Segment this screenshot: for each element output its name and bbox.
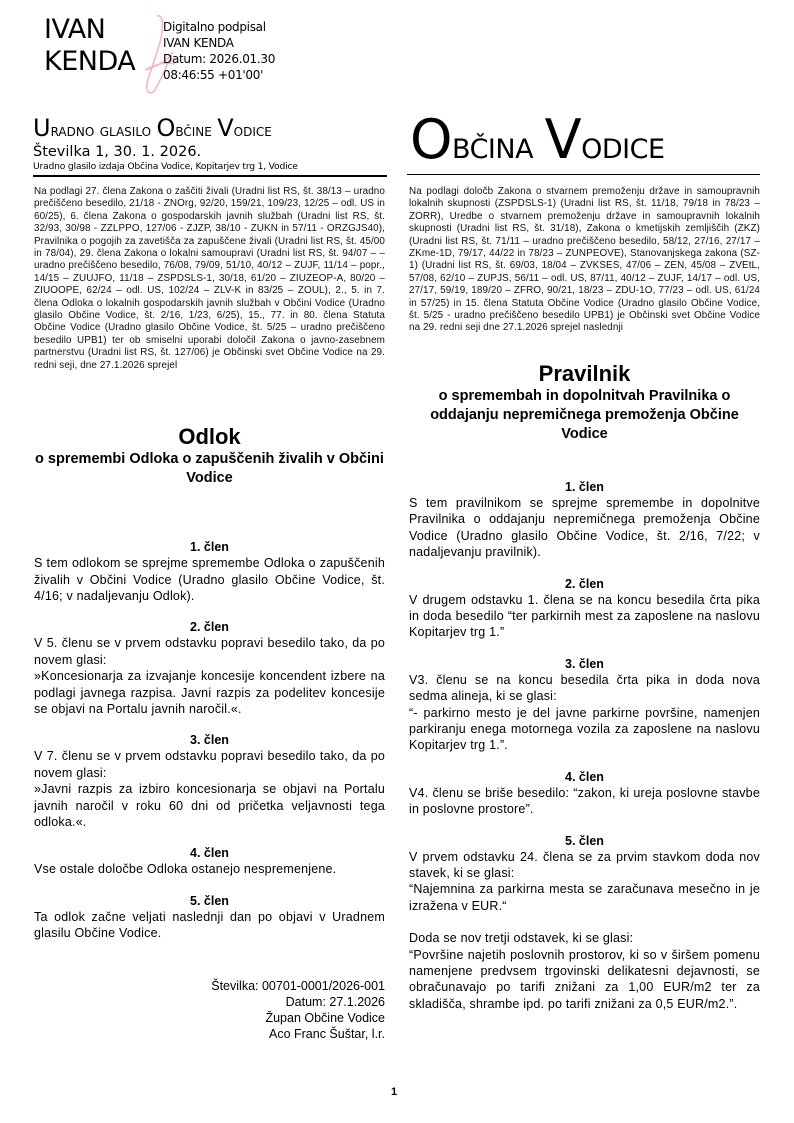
article-title: 3. člen [565, 656, 604, 671]
masthead-left [33, 115, 388, 173]
article-text: “- parkirno mesto je del javne parkirne površine, namenjen parkiranju enega motornega vozila za zaposlene na naslovu Kopitarjev trg 1.”. [409, 705, 760, 753]
gazette-title-part: odice [233, 121, 272, 141]
article [409, 480, 760, 561]
article-text: V4. členu se briše besedilo: “zakon, ki ureja poslovne stavbe in poslovne prostore”. [409, 785, 760, 817]
preamble: Na podlagi 27. člena Zakona o zaščiti živali (Uradni list RS, št. 38/13 – uradno prečiščeno besedilo, 21/18 - ZNOrg, 92/20, 159/21, 109/23, 12/25 – odl. US in 60/25), 6. člena Zakona o gospodarskih javnih službah (Uradni list RS, št. 32/93, 30/98 - ZZLPPO, 127/06 - ZJZP, 38/10 - ZUKN in 57/11 - ORZGJS40), Pravilnika o pogojih za zavetišča za zapuščene živali (Uradni list RS, št. 45/00 in 78/04), 29. člena Zakona o lokalni samoupravi (Uradni list RS, št. 94/07 – – uradno prečiščeno besedilo, 76/08, 79/09, 51/10, 40/12 – ZUJF, 11/14 – popr., 14/15 – ZUUJFO, 11/18 – ZSPDSLS-1, 30/18, 61/20 – ZIUZEOP-A, 80/20 – ZIUOOPE, 62/24 – odl. US, 102/24 – ZLV-K in 83/25 – ZOUL), 2., 5. in 7. člena Odloka o lokalnih gospodarskih javnih službah v Občini Vodice (Uradno glasilo Občine Vodice, št. 2/16, 1/23, 6/25), 15., 77. in 80. člena Statuta Občine Vodice (Uradno glasilo Občine Vodice, št. 5/25 – uradno prečiščeno besedilo UPB1) ter ob smiselni uporabi določil Zakona o javno-zasebnem partnerstvu (Uradni list RS, št. 127/06) je Občinski svet Občine Vodice na 29. redni seji, dne 27.1.2026 sprejel [34, 186, 385, 371]
article-title: 4. člen [190, 846, 229, 861]
article [409, 770, 760, 818]
article-text: »Javni razpis za izbiro koncesionarja se objavi na Portalu javnih naročil v roku 60 dni od pričetka veljavnosti tega odloka.«. [34, 782, 385, 829]
page-number: 1 [391, 1086, 398, 1098]
article-title: 2. člen [565, 576, 604, 591]
brand-part: odice [581, 123, 665, 167]
article-text: “Površine najetih poslovnih prostorov, ki so v širšem pomenu namenjene predvsem trgovinski delikatesni dejavnosti, se obračunavajo po tarifi znižani za 1,00 EUR/m2 ter za skladišča, shrambe ipd. po tarifi znižani za 0,5 EUR/m2.”. [409, 947, 760, 1011]
article-text: V3. členu se na koncu besedila črta pika in doda nova sedma alineja, ki se glasi: [409, 672, 760, 704]
article-text: V 7. členu se v prvem odstavku popravi besedilo tako, da po novem glasi: [34, 749, 385, 780]
article-title: 5. člen [565, 833, 604, 848]
article [34, 846, 385, 877]
gazette-title-part: bčine [175, 121, 218, 141]
article-text: V 5. členu se v prvem odstavku popravi besedilo tako, da po novem glasi: [34, 636, 385, 667]
article [34, 620, 385, 717]
gazette-title [33, 115, 388, 144]
document-subtitle: o spremembah in dopolnitvah Pravilnika o oddajanju nepremičnega premoženja Občine Vodice [430, 387, 739, 442]
signer-last-name: KENDA [44, 46, 136, 77]
left-column [34, 186, 385, 1042]
article [409, 657, 760, 754]
signature-info [163, 19, 275, 83]
article [34, 733, 385, 830]
article-title: 5. člen [190, 893, 229, 908]
article-text: Doda se nov tretji odstavek, ki se glasi: [409, 931, 634, 946]
article-title: 3. člen [190, 733, 229, 748]
document-heading [34, 424, 385, 488]
municipality-brand [410, 108, 665, 177]
signature-info-line: 08:46:55 +01'00' [163, 68, 264, 82]
article-title: 2. člen [190, 620, 229, 635]
signature-info-line: IVAN KENDA [163, 36, 234, 50]
masthead-divider [33, 175, 387, 177]
article-text: V prvem odstavku 24. člena se za prvim stavkom doda nov stavek, ki se glasi: [409, 849, 760, 880]
gazette-title-part: radno glasilo [50, 121, 157, 141]
issue-number: Številka 1, 30. 1. 2026. [33, 144, 202, 160]
signatory-name: Aco Franc Šuštar, l.r. [268, 1026, 385, 1041]
article [34, 894, 385, 942]
brand-part: bčina [452, 123, 545, 167]
document-title: Odlok [178, 424, 241, 450]
signature-info-line: Digitalno podpisal [163, 20, 266, 34]
article-text: S tem odlokom se sprejme spremembe Odloka o zapuščenih živalih v Občini Vodice (Uradno glasilo Občine Vodice, št. 4/16; v nadaljevanju Odlok). [34, 556, 385, 603]
article [409, 577, 760, 641]
signer-first-name: IVAN [44, 14, 106, 45]
article-text: Ta odlok začne veljati naslednji dan po objavi v Uradnem glasilu Občine Vodice. [34, 909, 385, 941]
article-text: “Najemnina za parkirna mesta se zaračunava mesečno in je izražena v EUR.“ [409, 882, 760, 913]
document-title: Pravilnik [538, 360, 631, 386]
document-heading [409, 361, 760, 444]
article-text: V drugem odstavku 1. člena se na koncu besedila črta pika in doda besedilo “ter parkirnih mest za zaposlene na naslovu Kopitarjev trg 1.” [409, 592, 760, 640]
article-title: 4. člen [565, 769, 604, 784]
article-text: S tem pravilnikom se sprejme spremembe in dopolnitve Pravilnika o oddajanju nepremičnega premoženja Občine Vodice (Uradno glasilo Občine Vodice, št. 2/16, 7/22; v nadaljevanju pravilnik). [409, 495, 760, 560]
signatory-title: Župan Občine Vodice [265, 1010, 385, 1025]
gazette-title-initial: V [217, 114, 234, 142]
article-spacer [409, 914, 760, 930]
publisher-line: Uradno glasilo izdaja Občina Vodice, Kopitarjev trg 1, Vodice [33, 161, 298, 172]
brand-initial: O [410, 108, 453, 171]
document-subtitle: o spremembi Odloka o zapuščenih živalih v Občini Vodice [35, 451, 384, 487]
gazette-title-initial: U [33, 114, 51, 142]
article [409, 834, 760, 1013]
signoff-block [34, 978, 385, 1042]
preamble: Na podlagi določb Zakona o stvarnem premoženju države in samoupravnih lokalnih skupnosti (ZSPDSLS-1) (Uradni list RS, št. 11/18, 79/18 in 78/23 – ZORR), Uredbe o stvarnem premoženju države in samoupravnih lokalnih skupnosti (Uradni list RS, št. 31/18), Zakona o kmetijskih zemljiščih (ZKZ) (Uradni list RS, št. 71/11 – uradno prečiščeno besedilo, 58/12, 27/16, 27/17 – ZKme-1D, 79/17, 44/22 in 78/23 – ZUNPEOVE), Stanovanjskega zakona (SZ-1) (Uradni list RS, št. 69/03, 18/04 – ZVKSES, 47/06 – ZEN, 45/08 – ZVEtL, 57/08, 62/10 – ZUPJS, 56/11 – odl. US, 87/11, 40/12 – ZUJF, 14/17 – odl. US, 27/17, 59/19, 189/20 – ZFRO, 90/21, 18/23 – ZDU-1O, 77/23 – odl. US, 61/24 in 57/25) in 15. člena Statuta Občine Vodice (Uradno glasilo Občine Vodice, št. 5/25 - uradno prečiščeno besedilo UPB1) je Občinski svet Občine Vodice na 29. redni seji dne 27.1.2026 sprejel naslednji [409, 186, 760, 334]
document-number: Številka: 00701-0001/2026-001 [211, 978, 385, 993]
article-title: 1. člen [565, 479, 604, 494]
signer-name [44, 14, 135, 78]
signature-info-line: Datum: 2026.01.30 [163, 52, 276, 66]
right-column [409, 186, 760, 1012]
article-text: Vse ostale določbe Odloka ostanejo nespremenjene. [34, 862, 337, 877]
masthead-divider [407, 174, 760, 175]
article [34, 540, 385, 604]
gazette-title-initial: O [156, 114, 176, 142]
article-title: 1. člen [190, 540, 229, 555]
brand-initial: V [544, 108, 582, 171]
document-date: Datum: 27.1.2026 [285, 994, 385, 1009]
article-text: »Koncesionarja za izvajanje koncesije koncendent izbere na podlagi javnega razpisa. Javni razpis za podelitev koncesije se objavi na Portalu javnih naročil.«. [34, 669, 385, 716]
